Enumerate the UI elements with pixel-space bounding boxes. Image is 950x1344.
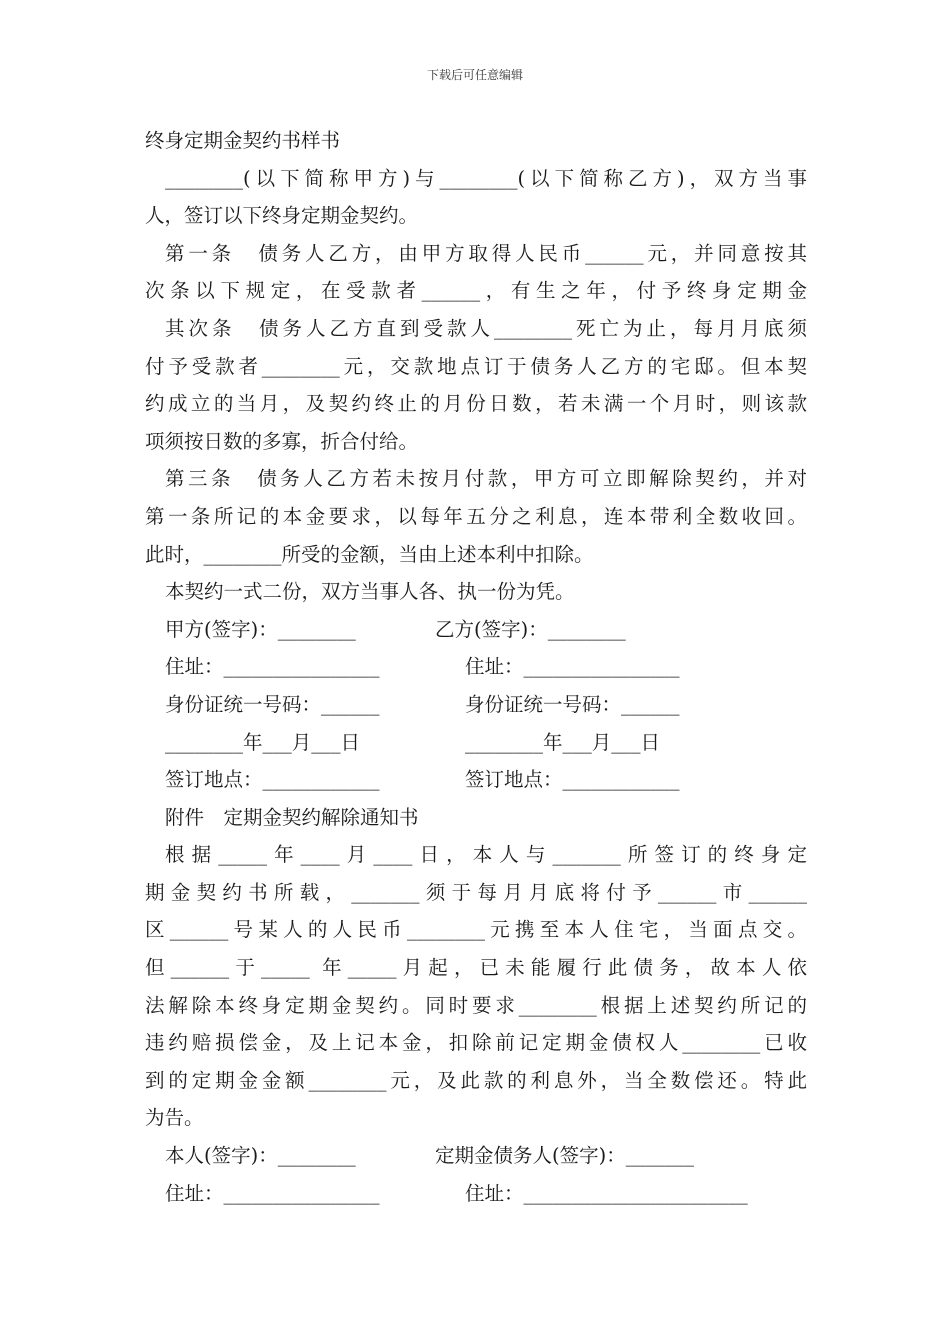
- annex-line-6: 违约赔损偿金，及上记本金，扣除前记定期金债权人________已收: [145, 1031, 807, 1055]
- copies-clause: 本契约一式二份，双方当事人各、执一份为凭。: [165, 580, 575, 604]
- article-2-line-2: 付予受款者________元，交款地点订于债务人乙方的宅邸。但本契: [145, 354, 807, 378]
- date-row: [145, 724, 807, 762]
- article-3-line-2: 第一条所记的本金要求，以每年五分之利息，连本带利全数收回。: [145, 504, 807, 528]
- contract-body: [145, 122, 807, 1212]
- annex-line-4: 但______于_____ 年_____月起，已未能履行此债务，故本人依: [145, 956, 807, 980]
- article-2-line-1: 其次条 债务人乙方直到受款人________死亡为止，每月月底须: [165, 316, 807, 340]
- annex-address-row: [145, 1175, 807, 1213]
- article-3-line-3: 此时，________所受的金额，当由上述本利中扣除。: [145, 542, 594, 566]
- self-address: 住址：________________: [165, 1181, 380, 1205]
- place-row: [145, 761, 807, 799]
- intro-line-2: 人，签订以下终身定期金契约。: [145, 204, 419, 228]
- intro-line-1: ________(以下简称甲方)与________(以下简称乙方)，双方当事: [165, 166, 807, 190]
- document-title: 终身定期金契约书样书: [145, 129, 341, 152]
- annex-line-3: 区______号某人的人民币________元携至本人住宅，当面点交。: [145, 918, 807, 942]
- annex-line-8: 为告。: [145, 1106, 204, 1130]
- page-header: 下载后可任意编辑: [426, 68, 523, 82]
- party-a-signature: 甲方(签字)：________: [165, 617, 356, 641]
- party-a-id: 身份证统一号码：______: [165, 692, 380, 716]
- annex-signature-row: [145, 1137, 807, 1175]
- party-b-signature: 乙方(签字)：________: [435, 617, 626, 641]
- signature-row: [145, 611, 807, 649]
- party-a-date: ________年___月___日: [165, 730, 361, 754]
- address-row: [145, 648, 807, 686]
- annex-title: 附件 定期金契约解除通知书: [165, 805, 419, 829]
- article-2-line-4: 项须按日数的多寡，折合付给。: [145, 429, 419, 453]
- debtor-signature: 定期金债务人(签字)：_______: [435, 1144, 694, 1168]
- debtor-address: 住址：_______________________: [465, 1181, 748, 1205]
- article-1-line-2: 次条以下规定，在受款者______，有生之年，付予终身定期金: [145, 279, 807, 303]
- party-b-id: 身份证统一号码：______: [465, 692, 680, 716]
- id-row: [145, 686, 807, 724]
- article-1-line-1: 第一条 债务人乙方，由甲方取得人民币______元，并同意按其: [165, 241, 807, 265]
- annex-line-2: 期金契约书所载，_______须于每月月底将付予______市______: [145, 880, 807, 904]
- party-a-place: 签订地点：____________: [165, 768, 380, 792]
- annex-line-5: 法解除本终身定期金契约。同时要求________根据上述契约所记的: [145, 993, 807, 1017]
- party-b-date: ________年___月___日: [465, 730, 661, 754]
- self-signature: 本人(签字)：________: [165, 1144, 356, 1168]
- annex-line-1: 根据_____年____月____日，本人与_______所签订的终身定: [165, 843, 807, 867]
- article-2-line-3: 约成立的当月，及契约终止的月份日数，若未满一个月时，则该款: [145, 392, 807, 416]
- party-b-place: 签订地点：____________: [465, 768, 680, 792]
- annex-line-7: 到的定期金金额________元，及此款的利息外，当全数偿还。特此: [145, 1068, 807, 1092]
- party-b-address: 住址：________________: [465, 655, 680, 679]
- article-3-line-1: 第三条 债务人乙方若未按月付款，甲方可立即解除契约，并对: [165, 467, 807, 491]
- party-a-address: 住址：________________: [165, 655, 380, 679]
